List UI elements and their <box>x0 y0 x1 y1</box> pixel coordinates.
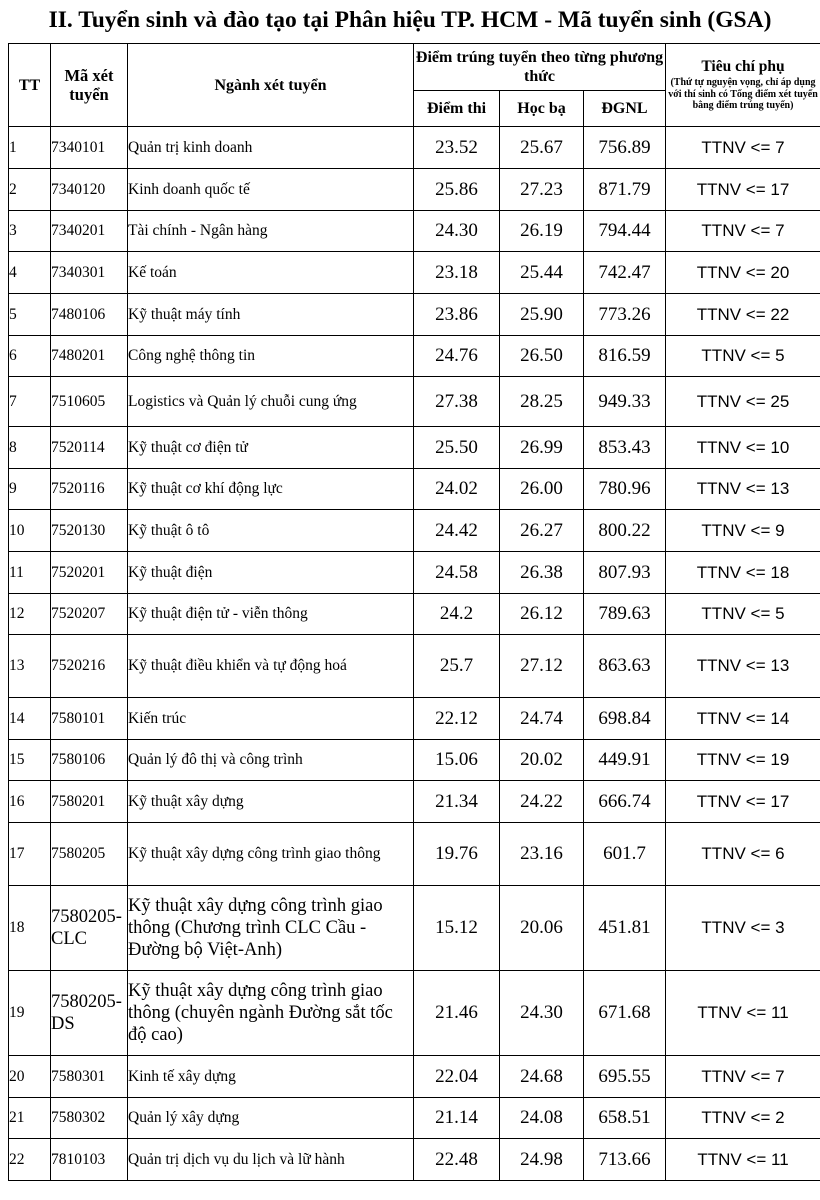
cell-tt: 20 <box>9 1056 51 1098</box>
cell-code: 7480201 <box>51 336 128 377</box>
table-row <box>9 377 820 427</box>
cell-exam-score: 21.46 <box>414 971 500 1056</box>
cell-exam-score: 24.76 <box>414 336 500 377</box>
cell-dgnl-score: 658.51 <box>584 1098 666 1139</box>
cell-code: 7480106 <box>51 294 128 336</box>
cell-major: Tài chính - Ngân hàng <box>128 211 414 252</box>
cell-exam-score: 23.86 <box>414 294 500 336</box>
cell-criteria: TTNV <= 20 <box>666 252 820 294</box>
cell-exam-score: 15.12 <box>414 886 500 971</box>
cell-transcript-score: 24.74 <box>500 698 584 740</box>
cell-code: 7340301 <box>51 252 128 294</box>
cell-criteria: TTNV <= 17 <box>666 169 820 211</box>
cell-tt: 5 <box>9 294 51 336</box>
table-row <box>9 1056 820 1098</box>
cell-dgnl-score: 871.79 <box>584 169 666 211</box>
cell-tt: 19 <box>9 971 51 1056</box>
cell-exam-score: 23.18 <box>414 252 500 294</box>
cell-transcript-score: 25.67 <box>500 127 584 169</box>
table-row <box>9 127 820 169</box>
table-row <box>9 823 820 886</box>
cell-code: 7810103 <box>51 1139 128 1181</box>
cell-exam-score: 24.58 <box>414 552 500 594</box>
cell-tt: 6 <box>9 336 51 377</box>
cell-criteria: TTNV <= 7 <box>666 127 820 169</box>
cell-tt: 14 <box>9 698 51 740</box>
header-dgnl: ĐGNL <box>584 91 666 127</box>
cell-transcript-score: 24.30 <box>500 971 584 1056</box>
header-transcript: Học bạ <box>500 91 584 127</box>
cell-dgnl-score: 695.55 <box>584 1056 666 1098</box>
cell-transcript-score: 24.08 <box>500 1098 584 1139</box>
header-scores-group: Điểm trúng tuyển theo từng phương thức <box>414 44 666 91</box>
cell-tt: 9 <box>9 469 51 510</box>
table-row <box>9 886 820 971</box>
cell-tt: 17 <box>9 823 51 886</box>
cell-major: Kỹ thuật xây dựng công trình giao thông (Chương trình CLC Cầu - Đường bộ Việt-Anh) <box>128 886 414 971</box>
cell-code: 7520201 <box>51 552 128 594</box>
cell-exam-score: 27.38 <box>414 377 500 427</box>
cell-tt: 16 <box>9 781 51 823</box>
cell-transcript-score: 24.68 <box>500 1056 584 1098</box>
table-row <box>9 698 820 740</box>
cell-tt: 22 <box>9 1139 51 1181</box>
cell-dgnl-score: 863.63 <box>584 635 666 698</box>
cell-tt: 4 <box>9 252 51 294</box>
header-exam: Điểm thi <box>414 91 500 127</box>
cell-criteria: TTNV <= 14 <box>666 698 820 740</box>
cell-transcript-score: 26.99 <box>500 427 584 469</box>
table-row <box>9 252 820 294</box>
cell-tt: 10 <box>9 510 51 552</box>
cell-criteria: TTNV <= 10 <box>666 427 820 469</box>
table-row <box>9 427 820 469</box>
cell-criteria: TTNV <= 22 <box>666 294 820 336</box>
header-criteria <box>666 44 820 127</box>
cell-major: Kỹ thuật điện tử - viễn thông <box>128 594 414 635</box>
cell-major: Kỹ thuật xây dựng công trình giao thông <box>128 823 414 886</box>
table-row <box>9 594 820 635</box>
cell-transcript-score: 26.12 <box>500 594 584 635</box>
cell-major: Kỹ thuật điều khiển và tự động hoá <box>128 635 414 698</box>
table-row <box>9 211 820 252</box>
header-tt: TT <box>9 44 51 127</box>
cell-exam-score: 15.06 <box>414 740 500 781</box>
table-header <box>9 44 820 127</box>
cell-major: Kế toán <box>128 252 414 294</box>
cell-transcript-score: 28.25 <box>500 377 584 427</box>
cell-criteria: TTNV <= 25 <box>666 377 820 427</box>
cell-major: Kinh tế xây dựng <box>128 1056 414 1098</box>
cell-transcript-score: 24.22 <box>500 781 584 823</box>
cell-dgnl-score: 816.59 <box>584 336 666 377</box>
cell-code: 7520130 <box>51 510 128 552</box>
cell-major: Kỹ thuật xây dựng công trình giao thông (chuyên ngành Đường sắt tốc độ cao) <box>128 971 414 1056</box>
cell-dgnl-score: 780.96 <box>584 469 666 510</box>
cell-dgnl-score: 949.33 <box>584 377 666 427</box>
cell-transcript-score: 24.98 <box>500 1139 584 1181</box>
table-row <box>9 510 820 552</box>
cell-code: 7580205-DS <box>51 971 128 1056</box>
cell-exam-score: 22.12 <box>414 698 500 740</box>
table-row <box>9 336 820 377</box>
header-criteria-title: Tiêu chí phụ <box>701 58 785 76</box>
cell-major: Kỹ thuật cơ điện tử <box>128 427 414 469</box>
table-row <box>9 1139 820 1181</box>
cell-exam-score: 25.50 <box>414 427 500 469</box>
cell-major: Quản trị kinh doanh <box>128 127 414 169</box>
cell-exam-score: 21.34 <box>414 781 500 823</box>
cell-major: Quản lý đô thị và công trình <box>128 740 414 781</box>
cell-code: 7510605 <box>51 377 128 427</box>
header-major: Ngành xét tuyển <box>128 44 414 127</box>
table-row <box>9 469 820 510</box>
cell-criteria: TTNV <= 5 <box>666 594 820 635</box>
cell-tt: 12 <box>9 594 51 635</box>
cell-code: 7520116 <box>51 469 128 510</box>
cell-transcript-score: 20.06 <box>500 886 584 971</box>
cell-exam-score: 22.04 <box>414 1056 500 1098</box>
cell-dgnl-score: 789.63 <box>584 594 666 635</box>
cell-tt: 1 <box>9 127 51 169</box>
cell-exam-score: 22.48 <box>414 1139 500 1181</box>
cell-dgnl-score: 601.7 <box>584 823 666 886</box>
cell-transcript-score: 26.50 <box>500 336 584 377</box>
cell-major: Kỹ thuật cơ khí động lực <box>128 469 414 510</box>
table-row <box>9 169 820 211</box>
cell-exam-score: 24.42 <box>414 510 500 552</box>
cell-criteria: TTNV <= 11 <box>666 971 820 1056</box>
cell-transcript-score: 26.00 <box>500 469 584 510</box>
cell-tt: 13 <box>9 635 51 698</box>
cell-major: Kỹ thuật xây dựng <box>128 781 414 823</box>
cell-criteria: TTNV <= 11 <box>666 1139 820 1181</box>
cell-tt: 7 <box>9 377 51 427</box>
cell-code: 7520114 <box>51 427 128 469</box>
cell-transcript-score: 27.12 <box>500 635 584 698</box>
cell-transcript-score: 23.16 <box>500 823 584 886</box>
cell-exam-score: 23.52 <box>414 127 500 169</box>
cell-criteria: TTNV <= 13 <box>666 469 820 510</box>
cell-dgnl-score: 449.91 <box>584 740 666 781</box>
cell-code: 7580106 <box>51 740 128 781</box>
admission-table <box>8 43 820 1181</box>
cell-criteria: TTNV <= 5 <box>666 336 820 377</box>
cell-exam-score: 24.2 <box>414 594 500 635</box>
cell-major: Quản lý xây dựng <box>128 1098 414 1139</box>
cell-tt: 11 <box>9 552 51 594</box>
cell-criteria: TTNV <= 7 <box>666 211 820 252</box>
cell-transcript-score: 26.38 <box>500 552 584 594</box>
cell-transcript-score: 25.90 <box>500 294 584 336</box>
cell-criteria: TTNV <= 3 <box>666 886 820 971</box>
cell-major: Quản trị dịch vụ du lịch và lữ hành <box>128 1139 414 1181</box>
cell-dgnl-score: 800.22 <box>584 510 666 552</box>
cell-dgnl-score: 698.84 <box>584 698 666 740</box>
cell-criteria: TTNV <= 18 <box>666 552 820 594</box>
table-row <box>9 552 820 594</box>
table-row <box>9 294 820 336</box>
cell-exam-score: 21.14 <box>414 1098 500 1139</box>
cell-code: 7580201 <box>51 781 128 823</box>
cell-major: Kiến trúc <box>128 698 414 740</box>
cell-code: 7520207 <box>51 594 128 635</box>
header-code: Mã xét tuyển <box>51 44 128 127</box>
cell-code: 7340120 <box>51 169 128 211</box>
cell-dgnl-score: 756.89 <box>584 127 666 169</box>
table-row <box>9 635 820 698</box>
cell-dgnl-score: 794.44 <box>584 211 666 252</box>
cell-exam-score: 19.76 <box>414 823 500 886</box>
cell-criteria: TTNV <= 19 <box>666 740 820 781</box>
cell-code: 7580205-CLC <box>51 886 128 971</box>
cell-criteria: TTNV <= 7 <box>666 1056 820 1098</box>
cell-dgnl-score: 742.47 <box>584 252 666 294</box>
cell-criteria: TTNV <= 17 <box>666 781 820 823</box>
table-row <box>9 781 820 823</box>
cell-transcript-score: 25.44 <box>500 252 584 294</box>
cell-dgnl-score: 666.74 <box>584 781 666 823</box>
cell-tt: 3 <box>9 211 51 252</box>
cell-dgnl-score: 807.93 <box>584 552 666 594</box>
cell-transcript-score: 27.23 <box>500 169 584 211</box>
page-title: II. Tuyển sinh và đào tạo tại Phân hiệu TP. HCM - Mã tuyển sinh (GSA) <box>48 7 772 33</box>
cell-exam-score: 25.7 <box>414 635 500 698</box>
cell-code: 7520216 <box>51 635 128 698</box>
cell-transcript-score: 26.19 <box>500 211 584 252</box>
cell-tt: 21 <box>9 1098 51 1139</box>
cell-tt: 8 <box>9 427 51 469</box>
cell-dgnl-score: 853.43 <box>584 427 666 469</box>
cell-dgnl-score: 671.68 <box>584 971 666 1056</box>
cell-criteria: TTNV <= 6 <box>666 823 820 886</box>
cell-tt: 15 <box>9 740 51 781</box>
table-row <box>9 971 820 1056</box>
header-criteria-note: (Thứ tự nguyện vọng, chỉ áp dụng với thí sinh có Tổng điểm xét tuyển bằng điểm trúng tuyển) <box>668 77 818 112</box>
cell-major: Công nghệ thông tin <box>128 336 414 377</box>
cell-code: 7580101 <box>51 698 128 740</box>
table-row <box>9 740 820 781</box>
cell-dgnl-score: 773.26 <box>584 294 666 336</box>
cell-tt: 2 <box>9 169 51 211</box>
cell-major: Kỹ thuật ô tô <box>128 510 414 552</box>
cell-code: 7580301 <box>51 1056 128 1098</box>
cell-criteria: TTNV <= 2 <box>666 1098 820 1139</box>
cell-dgnl-score: 713.66 <box>584 1139 666 1181</box>
cell-transcript-score: 26.27 <box>500 510 584 552</box>
cell-code: 7340101 <box>51 127 128 169</box>
cell-exam-score: 24.30 <box>414 211 500 252</box>
cell-code: 7580302 <box>51 1098 128 1139</box>
cell-tt: 18 <box>9 886 51 971</box>
cell-transcript-score: 20.02 <box>500 740 584 781</box>
cell-criteria: TTNV <= 9 <box>666 510 820 552</box>
cell-dgnl-score: 451.81 <box>584 886 666 971</box>
cell-major: Kỹ thuật máy tính <box>128 294 414 336</box>
cell-criteria: TTNV <= 13 <box>666 635 820 698</box>
cell-exam-score: 24.02 <box>414 469 500 510</box>
cell-major: Kỹ thuật điện <box>128 552 414 594</box>
cell-major: Logistics và Quản lý chuỗi cung ứng <box>128 377 414 427</box>
table-row <box>9 1098 820 1139</box>
cell-major: Kinh doanh quốc tế <box>128 169 414 211</box>
cell-code: 7580205 <box>51 823 128 886</box>
table-body <box>9 127 820 1181</box>
cell-code: 7340201 <box>51 211 128 252</box>
cell-exam-score: 25.86 <box>414 169 500 211</box>
